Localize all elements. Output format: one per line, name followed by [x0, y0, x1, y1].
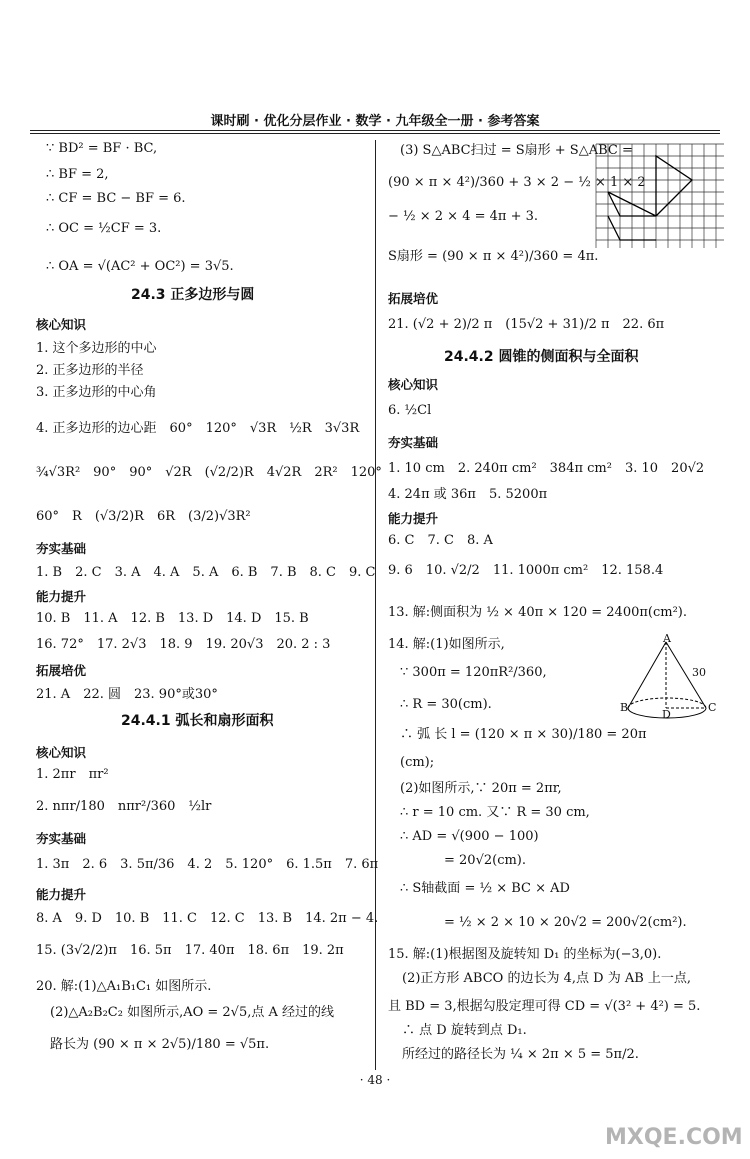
subheading: 核心知识: [388, 377, 439, 392]
answer-line: 2. nπr/180 nπr²/360 ½lr: [36, 799, 212, 814]
subheading: 能力提升: [36, 589, 87, 604]
answer-line: 21. A 22. 圆 23. 90°或30°: [36, 687, 218, 702]
answer-line: 且 BD = 3,根据勾股定理可得 CD = √(3² + 4²) = 5.: [388, 999, 701, 1014]
answer-line: 所经过的路径长为 ¼ × 2π × 5 = 5π/2.: [402, 1047, 639, 1062]
answer-line: 14. 解:(1)如图所示,: [388, 637, 505, 652]
text-line: (90 × π × 4²)/360 + 3 × 2 − ½ × 1 × 2: [388, 175, 646, 190]
text-line: ∴ OA = √(AC² + OC²) = 3√5.: [46, 259, 234, 274]
answer-line: 60° R (√3/2)R 6R (3/2)√3R²: [36, 509, 251, 524]
answer-line: (cm);: [400, 755, 435, 770]
subheading: 夯实基础: [36, 541, 87, 556]
page-number: · 48 ·: [359, 1073, 391, 1087]
subheading: 拓展培优: [36, 663, 87, 678]
answer-line: 6. ½Cl: [388, 403, 432, 418]
answer-line: 路长为 (90 × π × 2√5)/180 = √5π.: [50, 1037, 270, 1052]
answer-line: (2)如图所示,∵ 20π = 2πr,: [400, 781, 562, 796]
answer-line: = ½ × 2 × 10 × 20√2 = 200√2(cm²).: [444, 915, 687, 930]
answer-line: (2)正方形 ABCO 的边长为 4,点 D 为 AB 上一点,: [402, 971, 692, 986]
text-line: ∴ BF = 2,: [46, 167, 109, 182]
answer-line: ∴ 弧 长 l = (120 × π × 30)/180 = 20π: [400, 727, 647, 742]
header-rule: [30, 130, 720, 131]
subheading: 拓展培优: [388, 291, 439, 306]
page-header: 课时刷 · 优化分层作业 · 数学 · 九年级全一册 · 参考答案: [210, 114, 540, 129]
answer-line: 15. (3√2/2)π 16. 5π 17. 40π 18. 6π 19. 2π: [36, 943, 344, 958]
answer-line: (2)△A₂B₂C₂ 如图所示,AO = 2√5,点 A 经过的线: [50, 1005, 335, 1020]
answer-line: 8. A 9. D 10. B 11. C 12. C 13. B 14. 2π − 4.: [36, 911, 379, 926]
answer-line: 1. 10 cm 2. 240π cm² 384π cm² 3. 10 20√2: [388, 461, 705, 476]
answer-line: ∴ r = 10 cm. 又∵ R = 30 cm,: [400, 805, 590, 820]
text-line: ∵ BD² = BF · BC,: [46, 141, 158, 156]
answer-line: 4. 24π 或 36π 5. 5200π: [388, 487, 548, 502]
answer-line: 13. 解:侧面积为 ½ × 40π × 120 = 2400π(cm²).: [388, 605, 688, 620]
cone-label-a: A: [663, 632, 671, 645]
subheading: 能力提升: [36, 887, 87, 902]
text-line: S扇形 = (90 × π × 4²)/360 = 4π.: [388, 249, 599, 264]
text-line: (3) S△ABC扫过 = S扇形 + S△ABC =: [400, 143, 633, 158]
text-line: ∴ OC = ½CF = 3.: [46, 221, 162, 236]
answer-line: 20. 解:(1)△A₁B₁C₁ 如图所示.: [36, 979, 212, 994]
subheading: 核心知识: [36, 317, 87, 332]
section-title: 24.4.1 弧长和扇形面积: [121, 713, 274, 729]
answer-line: 1. 3π 2. 6 3. 5π/36 4. 2 5. 120° 6. 1.5π 7. 6π: [36, 857, 379, 872]
cone-label-r: 30: [692, 666, 706, 679]
grid-figure: [594, 142, 726, 250]
answer-line: ∴ AD = √(900 − 100): [400, 829, 539, 844]
answer-line: 16. 72° 17. 2√3 18. 9 19. 20√3 20. 2 : 3: [36, 637, 331, 652]
answer-line: 1. B 2. C 3. A 4. A 5. A 6. B 7. B 8. C 9. C: [36, 565, 376, 580]
subheading: 核心知识: [36, 745, 87, 760]
answer-line: = 20√2(cm).: [444, 853, 527, 868]
text-line: − ½ × 2 × 4 = 4π + 3.: [388, 209, 539, 224]
subheading: 夯实基础: [388, 435, 439, 450]
answer-line: 15. 解:(1)根据图及旋转知 D₁ 的坐标为(−3,0).: [388, 947, 662, 962]
section-title: 24.3 正多边形与圆: [131, 287, 255, 303]
answer-line: 2. 正多边形的半径: [36, 363, 144, 378]
answer-line: 1. 2πr πr²: [36, 767, 109, 782]
answer-line: ∴ 点 D 旋转到点 D₁.: [402, 1023, 527, 1038]
section-title: 24.4.2 圆锥的侧面积与全面积: [444, 349, 639, 365]
answer-line: ∴ R = 30(cm).: [400, 697, 492, 712]
text-line: ∴ CF = BC − BF = 6.: [46, 191, 186, 206]
answer-line: ¾√3R² 90° 90° √2R (√2/2)R 4√2R 2R² 120°: [36, 465, 382, 480]
watermark: MXQE.COM: [605, 1125, 743, 1150]
answer-line: 21. (√2 + 2)/2 π (15√2 + 31)/2 π 22. 6π: [388, 317, 665, 332]
answer-line: ∵ 300π = 120πR²/360,: [400, 665, 547, 680]
answer-line: 9. 6 10. √2/2 11. 1000π cm² 12. 158.4: [388, 563, 664, 578]
subheading: 能力提升: [388, 511, 439, 526]
subheading: 夯实基础: [36, 831, 87, 846]
answer-line: 1. 这个多边形的中心: [36, 341, 157, 356]
answer-line: 6. C 7. C 8. A: [388, 533, 493, 548]
answer-line: 3. 正多边形的中心角: [36, 385, 157, 400]
cone-label-c: C: [708, 701, 717, 714]
answer-line: 4. 正多边形的边心距 60° 120° √3R ½R 3√3R: [36, 421, 360, 436]
column-divider: [375, 140, 376, 1070]
cone-label-d: D: [662, 708, 671, 721]
header-rule-2: [30, 133, 720, 134]
answer-line: 10. B 11. A 12. B 13. D 14. D 15. B: [36, 611, 309, 626]
answer-line: ∴ S轴截面 = ½ × BC × AD: [400, 881, 570, 896]
cone-label-b: B: [620, 701, 629, 714]
